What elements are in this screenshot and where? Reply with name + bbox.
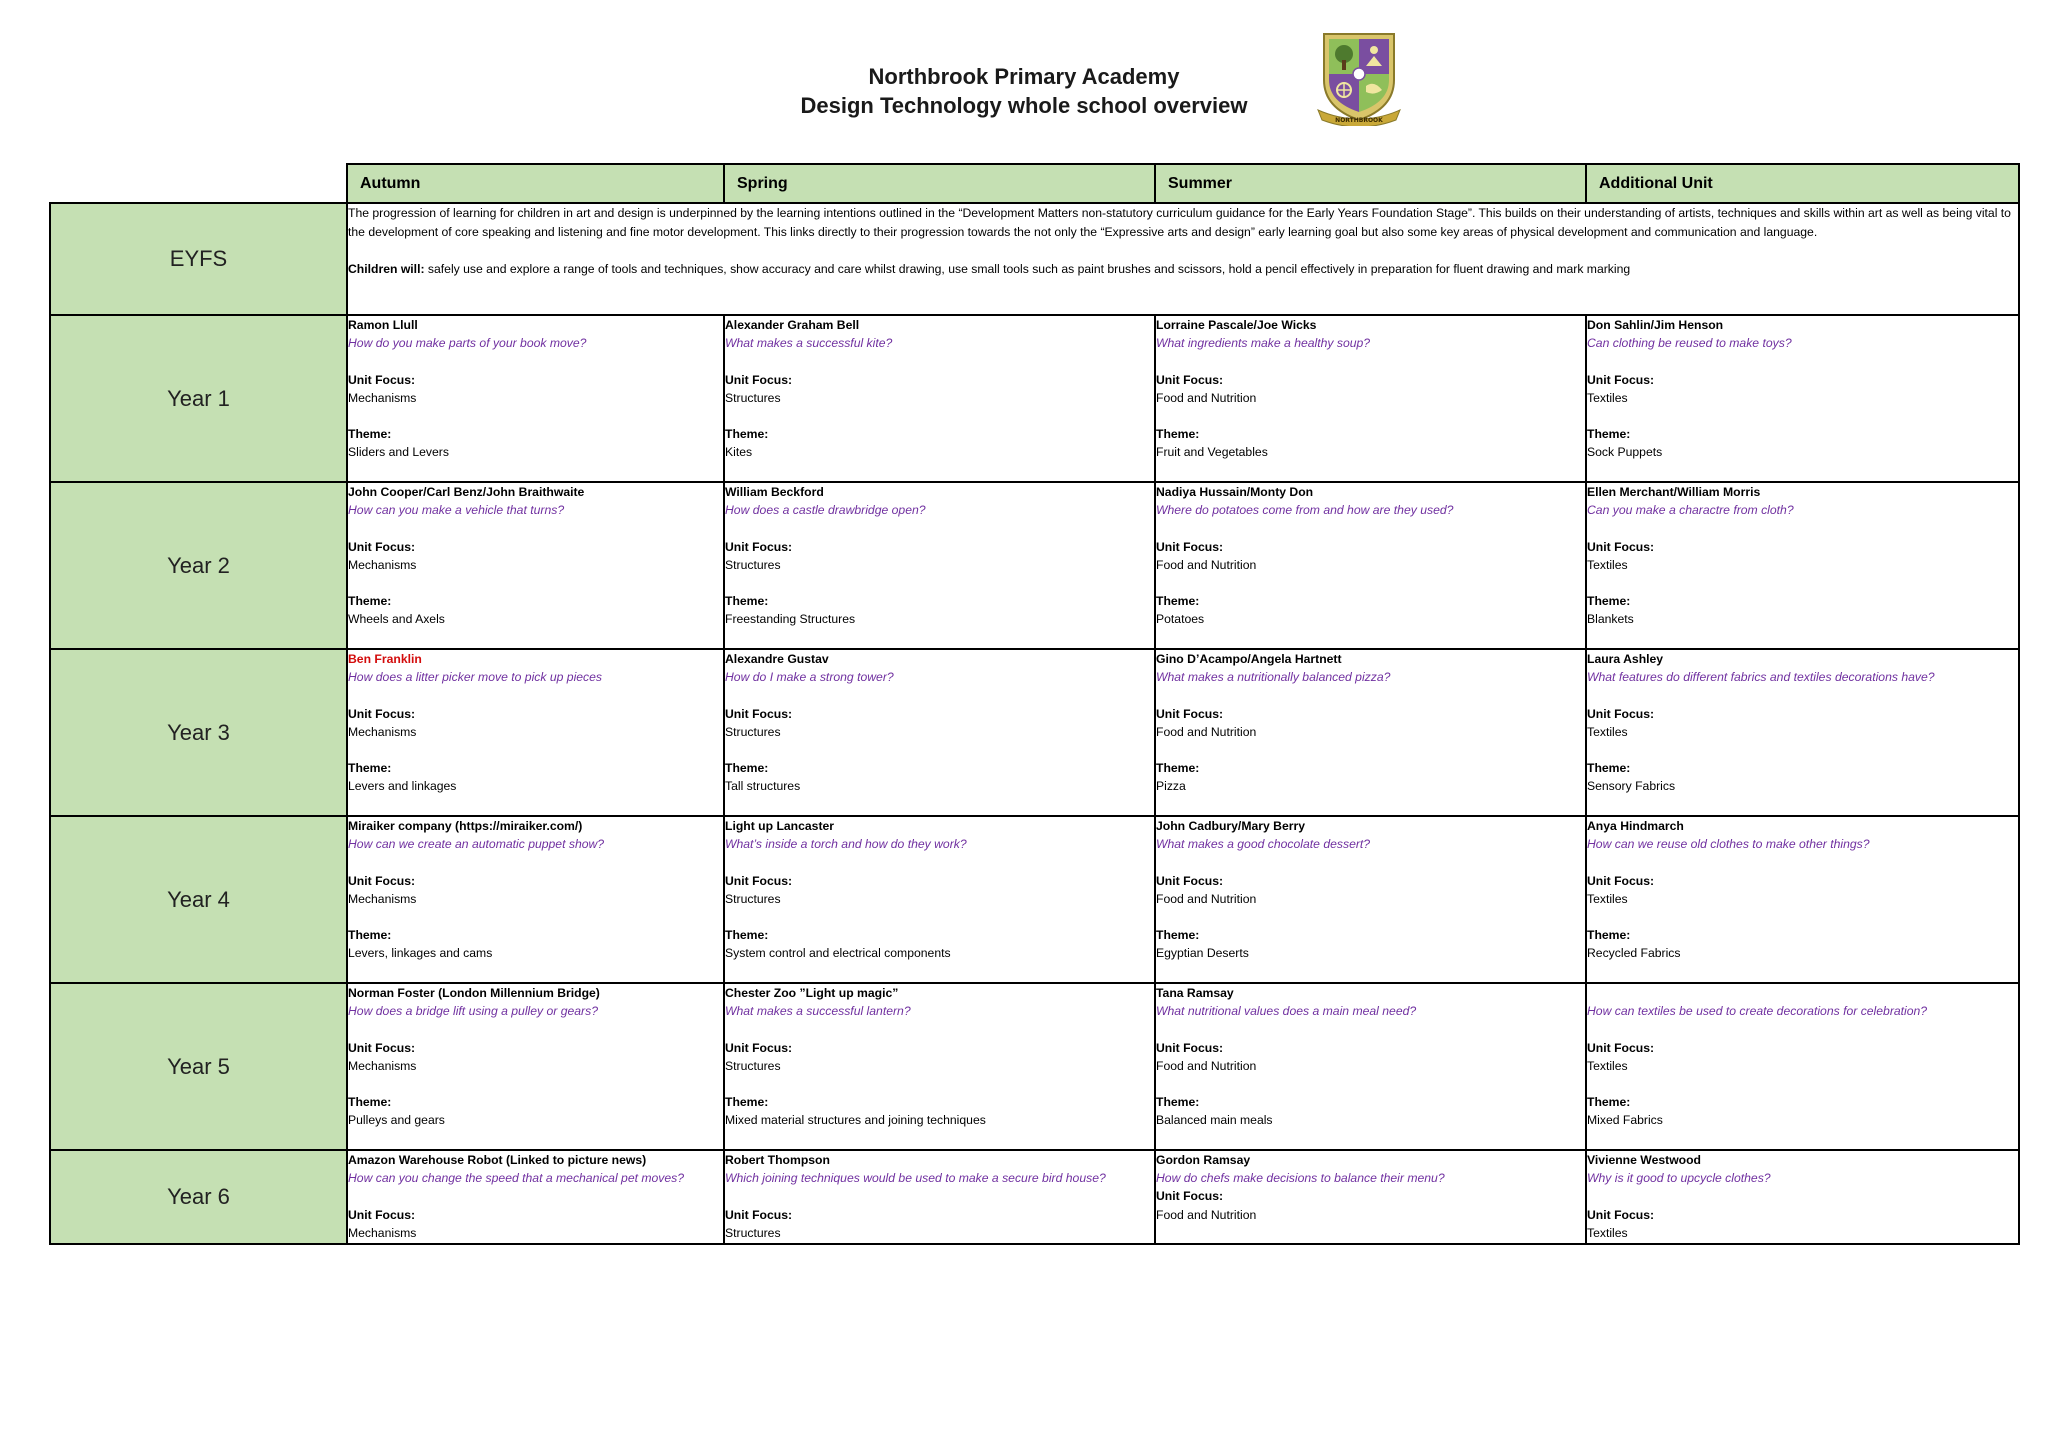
- document-title: Design Technology whole school overview: [800, 93, 1248, 118]
- inspiration-name: Alexandre Gustav: [725, 652, 829, 666]
- unit-question: How does a bridge lift using a pulley or gears?: [348, 1004, 598, 1019]
- theme-label: Theme:: [1156, 1095, 1200, 1110]
- unit-cell: [1586, 482, 2019, 649]
- theme-value: Levers, linkages and cams: [348, 946, 493, 961]
- unit-question: How can we create an automatic puppet show?: [348, 837, 605, 852]
- unit-focus-value: Food and Nutrition: [1156, 390, 1257, 405]
- inspiration-name: William Beckford: [725, 485, 824, 499]
- theme-label: Theme:: [725, 928, 769, 943]
- theme-value: Sock Puppets: [1587, 445, 1663, 460]
- unit-focus-label: Unit Focus:: [1587, 706, 1655, 721]
- inspiration-name: Vivienne Westwood: [1587, 1153, 1702, 1167]
- inspiration-name: John Cadbury/Mary Berry: [1156, 819, 1305, 833]
- year-row: [50, 1150, 2019, 1244]
- unit-focus-value: Mechanisms: [348, 891, 417, 906]
- unit-question: How do chefs make decisions to balance their menu?: [1156, 1171, 1445, 1186]
- unit-focus-value: Textiles: [1587, 724, 1628, 739]
- children-will-label: Children will:: [348, 262, 425, 276]
- unit-question: Where do potatoes come from and how are they used?: [1156, 503, 1454, 518]
- unit-question: Can you make a charactre from cloth?: [1587, 503, 1794, 518]
- unit-question: How can we reuse old clothes to make other things?: [1587, 837, 1870, 852]
- unit-focus-label: Unit Focus:: [1156, 539, 1224, 554]
- unit-focus-value: Structures: [725, 390, 781, 405]
- eyfs-row: [50, 203, 2019, 315]
- unit-focus-label: Unit Focus:: [725, 1040, 793, 1055]
- unit-focus-label: Unit Focus:: [725, 706, 793, 721]
- unit-focus-label: Unit Focus:: [348, 539, 416, 554]
- unit-focus-label: Unit Focus:: [1156, 1040, 1224, 1055]
- unit-cell: [724, 649, 1155, 816]
- theme-label: Theme:: [348, 1095, 392, 1110]
- unit-cell: [347, 315, 724, 482]
- unit-focus-value: Textiles: [1587, 891, 1628, 906]
- unit-focus-label: Unit Focus:: [348, 1207, 416, 1222]
- unit-cell: [1586, 649, 2019, 816]
- eyfs-children-will: [348, 260, 2018, 279]
- inspiration-name: Laura Ashley: [1587, 652, 1664, 666]
- inspiration-name: Ben Franklin: [348, 652, 422, 666]
- unit-question: What makes a successful kite?: [725, 336, 893, 351]
- unit-focus-value: Textiles: [1587, 557, 1628, 572]
- unit-question: What’s inside a torch and how do they work?: [725, 837, 967, 852]
- inspiration-name: Alexander Graham Bell: [725, 318, 860, 332]
- row-label-year-4: Year 4: [50, 816, 347, 983]
- unit-cell: [347, 816, 724, 983]
- theme-label: Theme:: [1587, 761, 1631, 776]
- theme-value: Recycled Fabrics: [1587, 946, 1681, 961]
- corner-cell: [50, 164, 347, 203]
- unit-cell: [1155, 983, 1586, 1150]
- school-crest-logo: [1316, 30, 1402, 126]
- theme-value: Levers and linkages: [348, 779, 457, 794]
- unit-focus-label: Unit Focus:: [348, 706, 416, 721]
- unit-focus-value: Mechanisms: [348, 1225, 417, 1240]
- unit-cell: [1155, 1150, 1586, 1244]
- unit-focus-value: Textiles: [1587, 1225, 1628, 1240]
- svg-text:NORTHBROOK: NORTHBROOK: [1335, 117, 1383, 124]
- inspiration-name: Lorraine Pascale/Joe Wicks: [1156, 318, 1317, 332]
- theme-label: Theme:: [348, 594, 392, 609]
- unit-focus-value: Textiles: [1587, 1058, 1628, 1073]
- unit-question: What makes a successful lantern?: [725, 1004, 911, 1019]
- unit-focus-value: Structures: [725, 557, 781, 572]
- theme-label: Theme:: [725, 427, 769, 442]
- theme-value: Sensory Fabrics: [1587, 779, 1676, 794]
- theme-value: Potatoes: [1156, 612, 1205, 627]
- theme-label: Theme:: [725, 594, 769, 609]
- unit-focus-label: Unit Focus:: [1156, 706, 1224, 721]
- unit-question: How can you make a vehicle that turns?: [348, 503, 565, 518]
- unit-focus-value: Structures: [725, 891, 781, 906]
- unit-focus-label: Unit Focus:: [725, 372, 793, 387]
- theme-value: Fruit and Vegetables: [1156, 445, 1268, 460]
- unit-cell: [724, 315, 1155, 482]
- children-will-text: safely use and explore a range of tools and techniques, show accuracy and care whilst drawing, use small tools such as paint brushes and scissors, hold a pencil effectively in preparation for fluent drawing and mark marking: [424, 262, 1631, 276]
- unit-question: What makes a nutritionally balanced pizza?: [1156, 670, 1391, 685]
- theme-label: Theme:: [348, 928, 392, 943]
- inspiration-name: Amazon Warehouse Robot (Linked to picture news): [348, 1153, 647, 1167]
- inspiration-name: Nadiya Hussain/Monty Don: [1156, 485, 1314, 499]
- theme-label: Theme:: [348, 427, 392, 442]
- year-row: [50, 649, 2019, 816]
- unit-focus-label: Unit Focus:: [348, 873, 416, 888]
- unit-question: What nutritional values does a main meal need?: [1156, 1004, 1417, 1019]
- row-label-year-1: Year 1: [50, 315, 347, 482]
- theme-label: Theme:: [1156, 928, 1200, 943]
- inspiration-name: Anya Hindmarch: [1587, 819, 1684, 833]
- theme-value: Pizza: [1156, 779, 1186, 794]
- year-row: [50, 315, 2019, 482]
- unit-question: How does a litter picker move to pick up pieces: [348, 670, 603, 685]
- theme-value: Freestanding Structures: [725, 612, 856, 627]
- theme-value: Egyptian Deserts: [1156, 946, 1249, 961]
- term-header-row: [50, 164, 2019, 203]
- theme-value: Pulleys and gears: [348, 1113, 445, 1128]
- theme-label: Theme:: [1587, 427, 1631, 442]
- school-name: Northbrook Primary Academy: [868, 64, 1180, 89]
- unit-focus-label: Unit Focus:: [1156, 873, 1224, 888]
- unit-focus-value: Mechanisms: [348, 1058, 417, 1073]
- unit-focus-label: Unit Focus:: [725, 1207, 793, 1222]
- unit-question: How does a castle drawbridge open?: [725, 503, 926, 518]
- theme-value: Blankets: [1587, 612, 1634, 627]
- theme-label: Theme:: [1587, 1095, 1631, 1110]
- column-header-spring: Spring: [724, 164, 1155, 203]
- unit-focus-label: Unit Focus:: [725, 539, 793, 554]
- inspiration-name: Ramon Llull: [348, 318, 418, 332]
- unit-focus-value: Mechanisms: [348, 390, 417, 405]
- unit-cell: [1586, 983, 2019, 1150]
- unit-question: What ingredients make a healthy soup?: [1156, 336, 1371, 351]
- unit-question: How can you change the speed that a mechanical pet moves?: [348, 1171, 685, 1186]
- inspiration-name: Ellen Merchant/William Morris: [1587, 485, 1761, 499]
- unit-focus-value: Textiles: [1587, 390, 1628, 405]
- year-row: [50, 983, 2019, 1150]
- theme-value: Sliders and Levers: [348, 445, 449, 460]
- unit-question: What features do different fabrics and textiles decorations have?: [1587, 670, 1935, 685]
- inspiration-name: Miraiker company (https://miraiker.com/): [348, 819, 583, 833]
- unit-focus-value: Mechanisms: [348, 557, 417, 572]
- unit-focus-value: Structures: [725, 724, 781, 739]
- unit-cell: [1155, 482, 1586, 649]
- inspiration-name: Chester Zoo ”Light up magic”: [725, 986, 899, 1000]
- row-label-eyfs: EYFS: [50, 203, 347, 315]
- unit-question: Why is it good to upcycle clothes?: [1587, 1171, 1771, 1186]
- unit-cell: [724, 983, 1155, 1150]
- inspiration-name: Gordon Ramsay: [1156, 1153, 1251, 1167]
- unit-cell: [347, 983, 724, 1150]
- unit-question: What makes a good chocolate dessert?: [1156, 837, 1371, 852]
- theme-value: System control and electrical components: [725, 946, 951, 961]
- theme-value: Kites: [725, 445, 753, 460]
- unit-focus-label: Unit Focus:: [1587, 873, 1655, 888]
- unit-focus-value: Food and Nutrition: [1156, 891, 1257, 906]
- unit-cell: [347, 649, 724, 816]
- unit-question: How do I make a strong tower?: [725, 670, 894, 685]
- unit-focus-value: Structures: [725, 1225, 781, 1240]
- theme-label: Theme:: [725, 761, 769, 776]
- unit-cell: [1586, 1150, 2019, 1244]
- row-label-year-5: Year 5: [50, 983, 347, 1150]
- theme-value: Mixed Fabrics: [1587, 1113, 1663, 1128]
- inspiration-name: Robert Thompson: [725, 1153, 830, 1167]
- row-label-year-3: Year 3: [50, 649, 347, 816]
- unit-question: How do you make parts of your book move?: [348, 336, 587, 351]
- unit-cell: [1155, 816, 1586, 983]
- theme-label: Theme:: [1587, 594, 1631, 609]
- theme-label: Theme:: [1156, 427, 1200, 442]
- unit-cell: [724, 816, 1155, 983]
- inspiration-name: Tana Ramsay: [1156, 986, 1234, 1000]
- unit-cell: [724, 1150, 1155, 1244]
- inspiration-name: Norman Foster (London Millennium Bridge): [348, 986, 600, 1000]
- theme-value: Balanced main meals: [1156, 1113, 1273, 1128]
- unit-focus-label: Unit Focus:: [1587, 1207, 1655, 1222]
- inspiration-name: Don Sahlin/Jim Henson: [1587, 318, 1724, 332]
- theme-value: Tall structures: [725, 779, 801, 794]
- year-row: [50, 482, 2019, 649]
- row-label-year-2: Year 2: [50, 482, 347, 649]
- unit-cell: [347, 482, 724, 649]
- column-header-autumn: Autumn: [347, 164, 724, 203]
- year-row: [50, 816, 2019, 983]
- unit-question: Can clothing be reused to make toys?: [1587, 336, 1792, 351]
- unit-focus-value: Food and Nutrition: [1156, 724, 1257, 739]
- column-header-additional-unit: Additional Unit: [1586, 164, 2019, 203]
- unit-focus-label: Unit Focus:: [1587, 372, 1655, 387]
- unit-cell: [1586, 816, 2019, 983]
- page-header: [0, 62, 2048, 120]
- inspiration-name: John Cooper/Carl Benz/John Braithwaite: [348, 485, 585, 499]
- unit-focus-value: Food and Nutrition: [1156, 557, 1257, 572]
- unit-focus-label: Unit Focus:: [1156, 1189, 1224, 1204]
- theme-label: Theme:: [1587, 928, 1631, 943]
- theme-label: Theme:: [1156, 761, 1200, 776]
- unit-cell: [724, 482, 1155, 649]
- unit-focus-value: Food and Nutrition: [1156, 1058, 1257, 1073]
- eyfs-paragraph: The progression of learning for children in art and design is underpinned by the learning intentions outlined in the “Development Matters non-statutory curriculum guidance for the Early Years Foundation Stage”. This builds on their understanding of artists, techniques and skills within art as well as being vital to the development of core speaking and listening and fine motor development. This links directly to their progression towards the not only the “Expressive arts and design” early learning goal but also some key areas of physical development and communication and language.: [348, 206, 2011, 239]
- theme-value: Wheels and Axels: [348, 612, 445, 627]
- unit-cell: [347, 1150, 724, 1244]
- unit-focus-value: Food and Nutrition: [1156, 1207, 1257, 1222]
- unit-focus-value: Mechanisms: [348, 724, 417, 739]
- unit-focus-value: Structures: [725, 1058, 781, 1073]
- row-label-year-6: Year 6: [50, 1150, 347, 1244]
- overview-table: [49, 163, 2020, 1245]
- unit-focus-label: Unit Focus:: [348, 1040, 416, 1055]
- theme-label: Theme:: [725, 1095, 769, 1110]
- eyfs-description: [347, 203, 2019, 315]
- unit-cell: [1586, 315, 2019, 482]
- unit-focus-label: Unit Focus:: [1156, 372, 1224, 387]
- unit-cell: [1155, 649, 1586, 816]
- unit-focus-label: Unit Focus:: [725, 873, 793, 888]
- unit-question: Which joining techniques would be used to make a secure bird house?: [725, 1171, 1106, 1186]
- theme-label: Theme:: [348, 761, 392, 776]
- inspiration-name: Gino D’Acampo/Angela Hartnett: [1156, 652, 1342, 666]
- unit-cell: [1155, 315, 1586, 482]
- unit-focus-label: Unit Focus:: [1587, 1040, 1655, 1055]
- unit-question: How can textiles be used to create decorations for celebration?: [1587, 1004, 1928, 1019]
- column-header-summer: Summer: [1155, 164, 1586, 203]
- theme-value: Mixed material structures and joining techniques: [725, 1113, 986, 1128]
- unit-focus-label: Unit Focus:: [1587, 539, 1655, 554]
- inspiration-name: Light up Lancaster: [725, 819, 835, 833]
- unit-focus-label: Unit Focus:: [348, 372, 416, 387]
- theme-label: Theme:: [1156, 594, 1200, 609]
